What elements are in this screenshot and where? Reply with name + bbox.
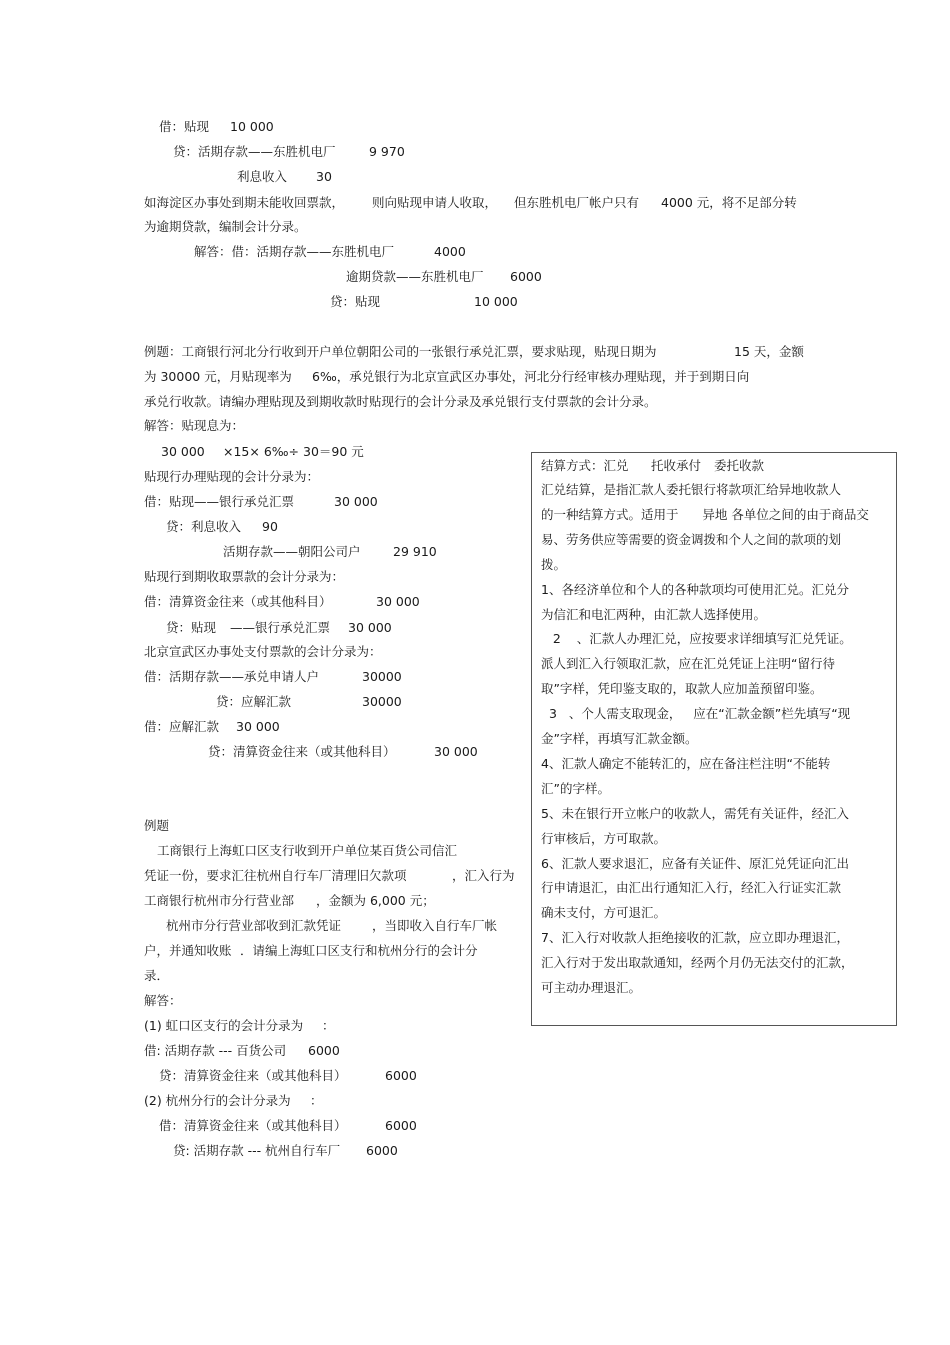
box-text-line: 行审核后，方可取款。	[541, 830, 667, 846]
box-text-line: 取”字样，凭印鉴支取的，取款人应加盖预留印鉴。	[541, 681, 823, 697]
box-text-line: 汇入行对于发出取款通知，经两个月仍无法交付的汇款，	[541, 955, 854, 971]
box-text-line: 行申请退汇，由汇出行通知汇入行，经汇入行证实汇款	[541, 880, 842, 896]
settlement-info-box: 结算方式：汇兑 托收承付 委托收款 汇兑结算，是指汇款人委托银行将款项汇给异地收款人 的一种结算方式。适用于 异地 各单位之间的由于商品交 易、劳务供应等需要的资金调拨和个人之间的款项的划 拨。 1、各经济单位和个人的各种款项均可使用汇兑。汇兑分 为信汇和电汇两种，由汇款人选择使用。 2 、汇款人办理汇兑，应按要求详细填写汇兑凭证。 派人到汇入行领取汇款，应在汇兑凭证上注明“留行待 取”字样，凭印鉴支取的，取款人应加盖预留印鉴。 3 、个人需支取现金， 应在“汇款金额”栏先填写“现 金”字样，再填写汇款金额。 4、汇款人确定不能转汇的，应在备注栏注明“不能转 汇”的字样。 5、未在银行开立帐户的收款人，需凭有关证件，经汇入 行审核后，方可取款。 6、汇款人要求退汇，应备有关证件、原汇兑凭证向汇出 行申请退汇，由汇出行通知汇入行，经汇入行证实汇款 确未支付，方可退汇。 7、汇入行对收款人拒绝接收的汇款，应立即办理退汇， 汇入行对于发出取款通知，经两个月仍无法交付的汇款， 可主动办理退汇。	[531, 452, 897, 1026]
box-text-line: 的一种结算方式。适用于 异地 各单位之间的由于商品交	[541, 506, 869, 522]
box-text-line: 派人到汇入行领取汇款，应在汇兑凭证上注明“留行待	[541, 656, 835, 672]
box-text-line: 4、汇款人确定不能转汇的，应在备注栏注明“不能转	[541, 755, 831, 771]
box-text-line: 金”字样，再填写汇款金额。	[541, 731, 698, 746]
box-text-line: 5、未在银行开立帐户的收款人，需凭有关证件，经汇入	[541, 805, 849, 821]
box-text-line: 3 、个人需支取现金， 应在“汇款金额”栏先填写“现	[541, 706, 851, 722]
box-text-line: 易、劳务供应等需要的资金调拨和个人之间的款项的划	[541, 531, 842, 547]
box-text-line: 为信汇和电汇两种，由汇款人选择使用。	[541, 606, 767, 622]
box-text-line: 汇兑结算，是指汇款人委托银行将款项汇给异地收款人	[541, 482, 842, 497]
box-text-line: 拨。	[541, 556, 567, 572]
box-text-line: 汇”的字样。	[541, 780, 610, 796]
box-text-line: 确未支付，方可退汇。	[541, 905, 667, 921]
box-text-line: 1、各经济单位和个人的各种款项均可使用汇兑。汇兑分	[541, 581, 849, 597]
box-text-line: 2 、汇款人办理汇兑，应按要求详细填写汇兑凭证。	[541, 631, 852, 647]
box-text-line: 7、汇入行对收款人拒绝接收的汇款，应立即办理退汇，	[541, 930, 849, 946]
box-text-line: 可主动办理退汇。	[541, 980, 642, 995]
box-text-line: 6、汇款人要求退汇，应备有关证件、原汇兑凭证向汇出	[541, 855, 849, 871]
